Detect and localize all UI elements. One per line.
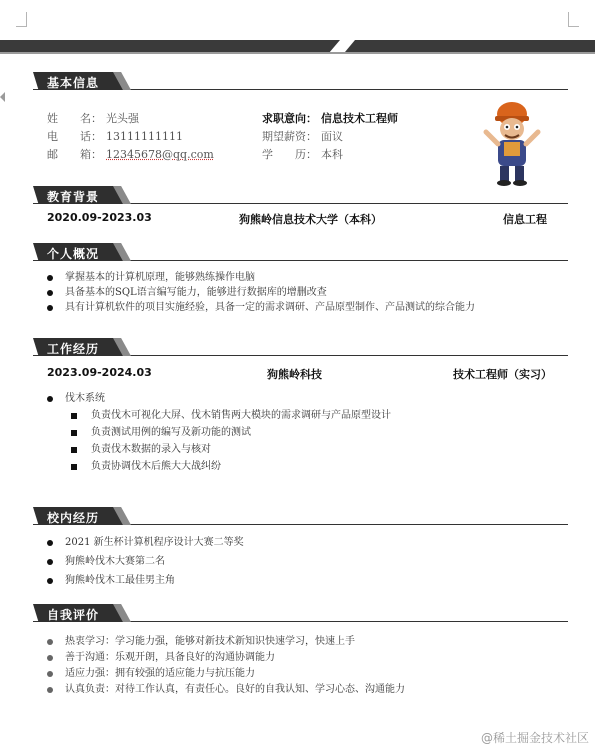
margin-marker-icon bbox=[0, 92, 5, 102]
campus-list bbox=[47, 533, 244, 590]
section-profile bbox=[33, 243, 568, 261]
education-major: 信息工程 bbox=[503, 213, 547, 226]
watermark: @稀土掘金技术社区 bbox=[480, 731, 589, 745]
list-item: 伐木系统 bbox=[47, 390, 391, 407]
section-basic-info bbox=[33, 72, 568, 90]
work-list bbox=[47, 390, 391, 475]
section-work bbox=[33, 338, 568, 356]
section-title: 个人概况 bbox=[47, 247, 100, 261]
list-item: 负责伐木数据的录入与核对 bbox=[47, 441, 391, 458]
section-campus bbox=[33, 507, 568, 525]
job-intent-value: 信息技术工程师 bbox=[321, 112, 398, 125]
list-item: 适应力强：拥有较强的适应能力与抗压能力 bbox=[47, 666, 405, 682]
name-label: 姓 名： bbox=[47, 112, 102, 125]
degree-label: 学 历： bbox=[262, 148, 317, 161]
list-item: 善于沟通：乐观开朗，具备良好的沟通协调能力 bbox=[47, 650, 405, 666]
basic-info-right bbox=[262, 110, 398, 164]
section-education bbox=[33, 186, 568, 204]
name-value: 光头强 bbox=[106, 112, 139, 125]
education-dates: 2020.09-2023.03 bbox=[47, 211, 152, 224]
avatar bbox=[480, 96, 544, 186]
self-eval-list bbox=[47, 634, 405, 698]
list-item: 负责测试用例的编写及新功能的测试 bbox=[47, 424, 391, 441]
list-item: 认真负责：对待工作认真，有责任心。良好的自我认知、学习心态、沟通能力 bbox=[47, 682, 405, 698]
list-item: 热衷学习：学习能力强，能够对新技术新知识快速学习，快速上手 bbox=[47, 634, 405, 650]
header-bar bbox=[0, 40, 595, 54]
page-corner-mark bbox=[16, 12, 27, 27]
section-title: 自我评价 bbox=[47, 608, 100, 622]
degree-value: 本科 bbox=[321, 148, 343, 161]
salary-label: 期望薪资： bbox=[262, 130, 317, 143]
list-item: 负责伐木可视化大屏、伐木销售两大模块的需求调研与产品原型设计 bbox=[47, 407, 391, 424]
phone-label: 电 话： bbox=[47, 130, 102, 143]
list-item: 2021 新生杯计算机程序设计大赛二等奖 bbox=[47, 533, 244, 552]
list-item: 狗熊岭伐木工最佳男主角 bbox=[47, 571, 244, 590]
list-item: 掌握基本的计算机原理，能够熟练操作电脑 bbox=[47, 270, 475, 285]
section-title: 基本信息 bbox=[47, 76, 100, 90]
work-company: 狗熊岭科技 bbox=[267, 368, 322, 381]
education-school: 狗熊岭信息技术大学（本科） bbox=[239, 213, 382, 226]
page-corner-mark bbox=[568, 12, 579, 27]
list-item: 狗熊岭伐木大赛第二名 bbox=[47, 552, 244, 571]
job-intent-label: 求职意向： bbox=[262, 112, 317, 125]
work-dates: 2023.09-2024.03 bbox=[47, 366, 152, 379]
phone-value: 13111111111 bbox=[106, 130, 183, 143]
list-item: 负责协调伐木后熊大大战纠纷 bbox=[47, 458, 391, 475]
section-title: 教育背景 bbox=[47, 190, 100, 204]
section-title: 工作经历 bbox=[47, 342, 100, 356]
basic-info-left bbox=[47, 110, 214, 164]
list-item: 具有计算机软件的项目实施经验，具备一定的需求调研、产品原型制作、产品测试的综合能力 bbox=[47, 300, 475, 315]
email-value: 12345678@qq.com bbox=[106, 148, 214, 161]
profile-list bbox=[47, 270, 475, 315]
salary-value: 面议 bbox=[321, 130, 343, 143]
list-item: 具备基本的SQL语言编写能力，能够进行数据库的增删改查 bbox=[47, 285, 475, 300]
email-label: 邮 箱： bbox=[47, 148, 102, 161]
work-role: 技术工程师（实习） bbox=[453, 368, 552, 381]
section-title: 校内经历 bbox=[47, 511, 100, 525]
section-self-eval bbox=[33, 604, 568, 622]
